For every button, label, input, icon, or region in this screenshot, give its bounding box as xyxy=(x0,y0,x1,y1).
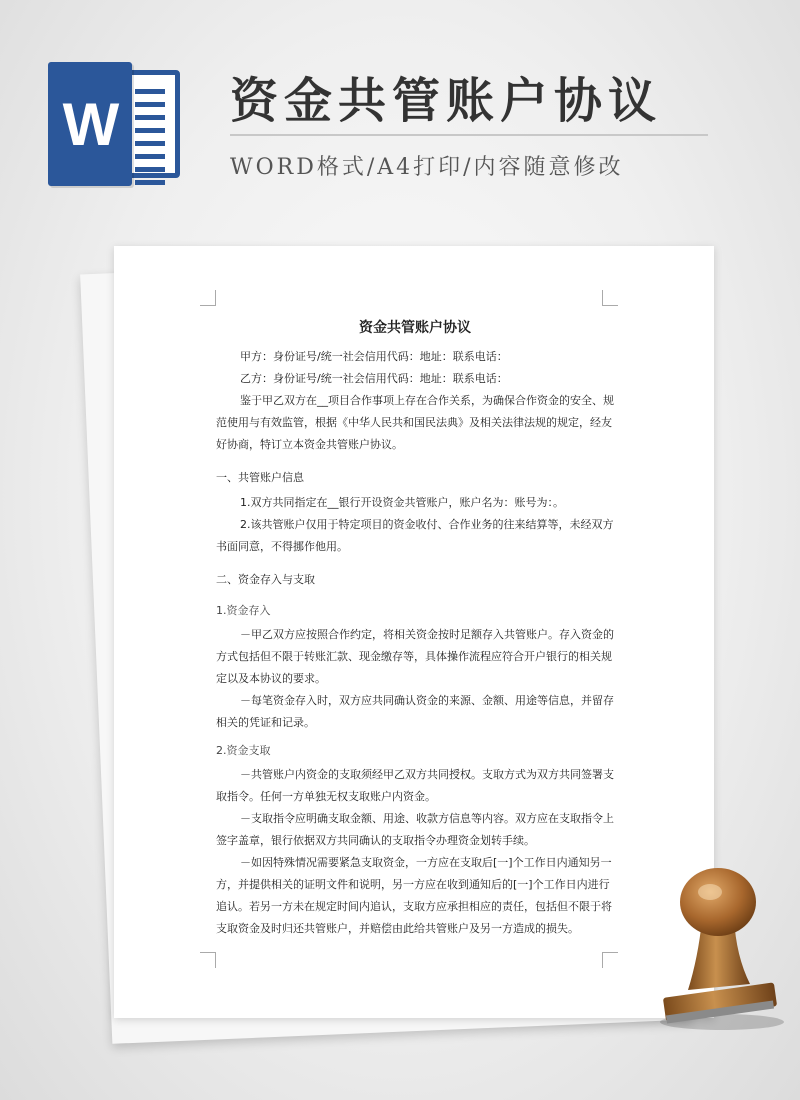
clause-paragraph: －共管账户内资金的支取须经甲乙双方共同授权。支取方式为双方共同签署支取指令。任何一方单独无权支取账户内资金。 xyxy=(216,768,614,803)
party-b-line: 乙方：身份证号/统一社会信用代码：地址：联系电话： xyxy=(240,372,508,385)
rubber-stamp-icon xyxy=(650,862,790,1032)
clause-paragraph: 1.双方共同指定在__银行开设资金共管账户，账户名为：账号为：。 xyxy=(240,496,564,509)
party-a-line: 甲方：身份证号/统一社会信用代码：地址：联系电话： xyxy=(240,350,508,363)
clause-paragraph: －支取指令应明确支取金额、用途、收款方信息等内容。双方应在支取指令上签字盖章，银行依据双方共同确认的支取指令办理资金划转手续。 xyxy=(216,812,614,847)
document-title: 资金共管账户协议 xyxy=(359,320,471,336)
crop-mark-top-right xyxy=(602,290,618,306)
word-logo-icon xyxy=(48,62,180,186)
crop-mark-bottom-right xyxy=(602,952,618,968)
crop-mark-bottom-left xyxy=(200,952,216,968)
section-heading: 二、资金存入与支取 xyxy=(216,573,315,586)
subsection-heading: 2.资金支取 xyxy=(216,744,271,757)
clause-paragraph: 2.该共管账户仅用于特定项目的资金收付、合作业务的往来结算等，未经双方书面同意，不得挪作他用。 xyxy=(216,518,614,553)
page-title: 资金共管账户协议 xyxy=(230,73,663,129)
preamble-paragraph: 鉴于甲乙双方在__项目合作事项上存在合作关系，为确保合作资金的安全、规范使用与有效监管，根据《中华人民共和国民法典》及相关法律法规的规定，经友好协商，特订立本资金共管账户协议。 xyxy=(216,394,614,451)
document-page xyxy=(114,246,714,1018)
w-letter: W xyxy=(62,90,118,158)
header-divider xyxy=(230,134,708,136)
w-badge xyxy=(48,62,132,186)
clause-paragraph: －如因特殊情况需要紧急支取资金，一方应在支取后[一]个工作日内通知另一方，并提供相关的证明文件和说明，另一方应在收到通知后的[一]个工作日内进行追认。若另一方未在规定时间内追认，支取方应承担相应的责任，包括但不限于将支取资金及时归还共管账户，并赔偿由此给共管账户及另一方造成的损失。 xyxy=(216,856,612,935)
clause-paragraph: －每笔资金存入时，双方应共同确认资金的来源、金额、用途等信息，并留存相关的凭证和记录。 xyxy=(216,694,614,729)
section-heading: 一、共管账户信息 xyxy=(216,471,304,484)
crop-mark-top-left xyxy=(200,290,216,306)
page-subtitle: WORD格式/A4打印/内容随意修改 xyxy=(230,155,624,180)
document-body xyxy=(216,316,614,940)
clause-paragraph: －甲乙双方应按照合作约定，将相关资金按时足额存入共管账户。存入资金的方式包括但不限于转账汇款、现金缴存等，具体操作流程应符合开户银行的相关规定以及本协议的要求。 xyxy=(216,628,614,685)
subsection-heading: 1.资金存入 xyxy=(216,604,271,617)
